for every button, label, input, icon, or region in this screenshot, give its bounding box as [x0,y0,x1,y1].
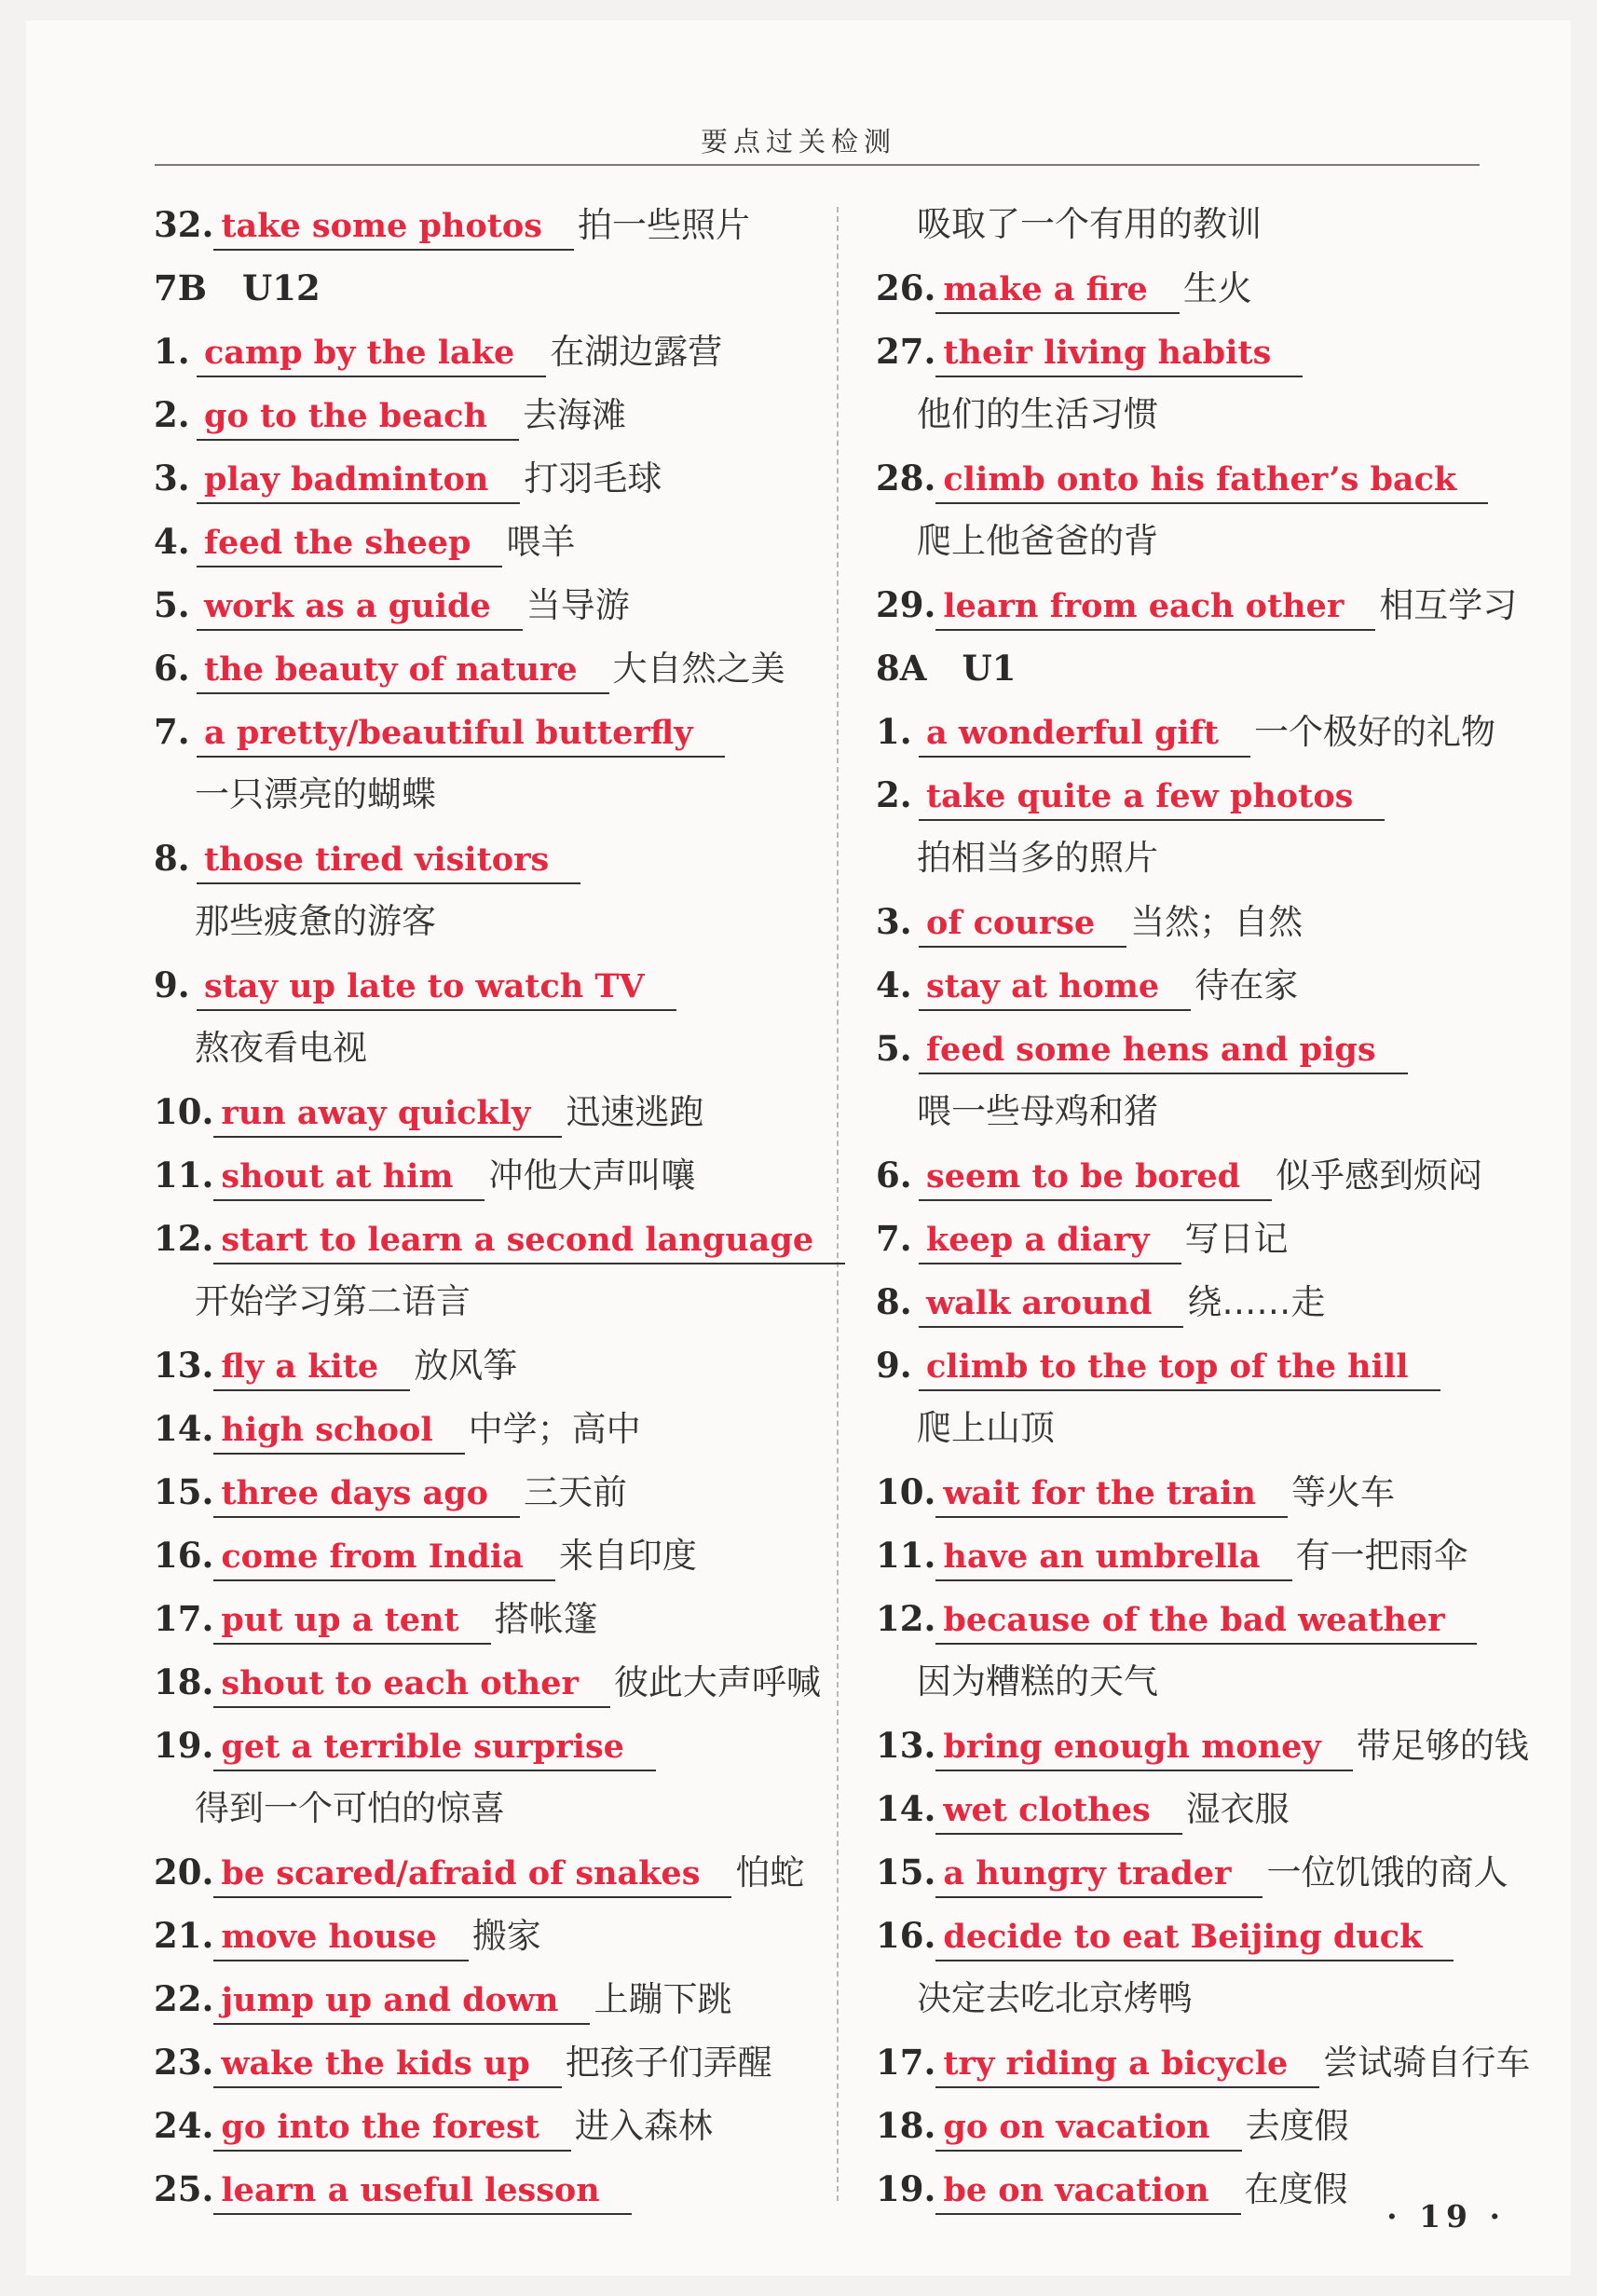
item-number: 11. [154,1155,214,1196]
phrase-item [876,1207,1528,1270]
answer-blank [919,1027,1408,1074]
phrase-item [154,636,806,700]
answer-text: shout at him [221,1157,454,1196]
item-number: 4. [154,521,190,562]
phrase-item [876,1587,1528,1650]
answer-blank [213,1977,590,2025]
chinese-translation: 尝试骑自行车 [1323,2043,1531,2083]
left-column [154,193,821,2221]
answer-text: because of the bad weather [943,1601,1445,1639]
chinese-translation: 把孩子们弄醒 [565,2043,772,2083]
item-number: 18. [154,1661,214,1702]
chinese-translation: 去海滩 [522,395,626,435]
chinese-translation: 三天前 [524,1472,628,1512]
answer-blank [919,773,1385,821]
translation-line [876,1967,1528,2030]
chinese-translation: 那些疲惫的游客 [195,901,436,941]
phrase-item [876,1524,1528,1587]
translation-line [154,763,806,827]
translation-line [876,383,1528,446]
item-number: 17. [154,1598,214,1639]
answer-text: have an umbrella [943,1538,1261,1576]
answer-text: walk around [926,1284,1153,1322]
chinese-translation: 得到一个可怕的惊喜 [195,1788,505,1828]
header-divider [155,164,1480,166]
item-number: 12. [154,1218,214,1259]
answer-blank [197,583,523,631]
answer-text: high school [221,1411,433,1449]
item-number: 6. [154,648,190,689]
answer-blank [919,1280,1183,1328]
answer-text: take quite a few photos [926,777,1354,815]
translation-line [876,510,1528,573]
answer-text: get a terrible surprise [221,1728,624,1766]
chinese-translation: 迅速逃跑 [566,1092,704,1132]
answer-blank [213,1470,520,1518]
chinese-translation: 一位饥饿的商人 [1266,1852,1508,1893]
chinese-translation: 湿衣服 [1185,1789,1290,1829]
answer-blank [919,900,1126,948]
answer-text: make a fire [943,270,1148,308]
chinese-translation: 当然；自然 [1130,902,1304,942]
answer-blank [197,457,520,504]
answer-text: keep a diary [926,1221,1150,1259]
answer-blank [213,1534,554,1581]
chinese-translation: 绕……走 [1187,1282,1326,1322]
answer-blank [919,964,1191,1011]
phrase-item [876,1017,1528,1080]
answer-blank [213,1407,464,1455]
chinese-translation: 在度假 [1244,2169,1348,2209]
item-number: 7. [154,711,190,752]
item-number: 6. [876,1155,912,1196]
answer-blank [919,1217,1181,1264]
phrase-item [154,193,806,256]
page-header-title: 要点过关检测 [700,126,896,157]
answer-blank [197,837,580,884]
answer-blank [213,1344,410,1391]
answer-text: a wonderful gift [926,714,1219,752]
chinese-translation: 他们的生活习惯 [917,394,1158,434]
answer-text: take some photos [221,207,542,245]
answer-text: try riding a bicycle [943,2044,1289,2083]
right-column [876,193,1531,2221]
answer-blank [935,330,1303,377]
column-divider [837,207,839,2201]
phrase-item [154,446,806,510]
phrase-item [154,1207,814,1270]
answer-blank [213,1914,468,1961]
item-number: 15. [876,1852,936,1893]
item-number: 17. [876,2042,936,2083]
chinese-translation: 吸取了一个有用的教训 [917,204,1262,244]
chinese-translation: 放风筝 [414,1346,518,1386]
answer-text: climb to the top of the hill [926,1347,1409,1386]
translation-line [154,1777,806,1840]
answer-text: a hungry trader [943,1854,1232,1893]
chinese-translation: 进入森林 [574,2106,713,2146]
answer-text: be scared/afraid of snakes [221,1854,701,1893]
answer-text: run away quickly [221,1094,531,1132]
chinese-translation: 相互学习 [1379,585,1518,625]
answer-text: feed the sheep [204,524,471,562]
phrase-item [876,446,1528,510]
grade-label: 7B [154,267,208,308]
chinese-translation: 待在家 [1194,965,1299,1005]
item-number: 22. [154,1978,214,2019]
answer-blank [213,1660,610,1708]
phrase-item [154,1080,806,1143]
answer-blank [213,1090,562,1138]
translation-line [876,193,1528,256]
chinese-translation: 等火车 [1290,1472,1395,1512]
answer-blank [935,1534,1291,1581]
answer-text: three days ago [221,1474,489,1512]
chinese-translation: 熬夜看电视 [195,1028,367,1068]
answer-text: go into the forest [221,2108,539,2146]
item-number: 8. [876,1281,912,1322]
phrase-item [154,700,806,763]
answer-text: wet clothes [943,1791,1151,1829]
chinese-translation: 爬上山顶 [917,1408,1055,1448]
answer-blank [935,1597,1476,1645]
answer-text: bring enough money [943,1728,1321,1766]
phrase-item [154,1143,806,1207]
item-number: 10. [154,1091,214,1132]
answer-text: put up a tent [221,1601,459,1639]
translation-line [876,1397,1528,1460]
item-number: 24. [154,2105,214,2146]
chinese-translation: 搬家 [471,1916,541,1956]
answer-text: learn from each other [943,587,1344,625]
phrase-item [876,700,1528,763]
item-number: 23. [154,2042,214,2083]
answer-blank [935,266,1179,314]
phrase-item [876,2094,1528,2157]
answer-text: fly a kite [221,1347,379,1386]
phrase-item [154,1397,806,1460]
answer-text: go to the beach [204,397,487,435]
answer-text: stay at home [926,967,1160,1005]
answer-blank [919,1154,1272,1201]
answer-blank [197,393,519,441]
phrase-item [876,1714,1528,1777]
item-number: 12. [876,1598,936,1639]
answer-blank [213,203,574,251]
phrase-item [876,953,1528,1017]
item-number: 7. [876,1218,912,1259]
phrase-item [154,827,806,890]
item-number: 1. [876,711,912,752]
chinese-translation: 一个极好的礼物 [1253,712,1495,752]
chinese-translation: 来自印度 [558,1536,697,1576]
chinese-translation: 当导游 [526,585,630,625]
item-number: 5. [154,584,190,625]
phrase-item [154,1714,806,1777]
answer-text: stay up late to watch TV [204,967,645,1005]
answer-text: come from India [221,1538,524,1576]
chinese-translation: 打羽毛球 [524,458,662,499]
item-number: 11. [876,1535,936,1576]
phrase-item [876,1333,1528,1397]
item-number: 32. [154,204,214,245]
chinese-translation: 去度假 [1245,2106,1349,2146]
answer-text: of course [926,904,1096,942]
answer-blank [935,1724,1352,1771]
unit-label: U12 [242,267,321,308]
answer-text: a pretty/beautiful butterfly [204,714,693,752]
phrase-item [876,1904,1528,1967]
answer-blank [213,2104,571,2152]
chinese-translation: 冲他大声叫嚷 [488,1155,696,1196]
phrase-item [154,1587,806,1650]
chinese-translation: 有一把雨伞 [1295,1536,1468,1576]
item-number: 9. [876,1345,912,1386]
translation-line [876,1650,1528,1714]
item-number: 1. [154,331,190,372]
answer-text: the beauty of nature [204,650,578,689]
unit-heading [876,636,1528,700]
item-number: 8. [154,838,190,879]
answer-text: learn a useful lesson [221,2171,600,2209]
item-number: 21. [154,1915,214,1956]
chinese-translation: 搭帐篷 [494,1599,598,1639]
phrase-item [154,510,806,573]
phrase-item [154,2030,806,2094]
phrase-item [876,573,1528,636]
item-number: 3. [876,901,912,942]
item-number: 16. [154,1535,214,1576]
answer-blank [935,457,1488,504]
chinese-translation: 彼此大声呼喊 [613,1662,821,1702]
phrase-item [876,890,1528,953]
item-number: 2. [876,774,912,815]
phrase-item [154,320,806,383]
answer-blank [935,1787,1181,1835]
answer-text: shout to each other [221,1664,579,1702]
item-number: 26. [876,267,936,308]
phrase-item [876,1143,1528,1207]
item-number: 16. [876,1915,936,1956]
item-number: 20. [154,1852,214,1893]
page-number: · 19 · [1386,2198,1506,2234]
chinese-translation: 因为糟糕的天气 [917,1661,1158,1702]
chinese-translation: 怕蛇 [735,1852,805,1893]
chinese-translation: 决定去吃北京烤鸭 [917,1978,1193,2018]
answer-blank [919,1344,1440,1391]
item-number: 13. [876,1725,936,1766]
chinese-translation: 写日记 [1184,1219,1289,1259]
item-number: 3. [154,458,190,499]
worksheet-page [26,20,1571,2276]
item-number: 10. [876,1471,936,1512]
answer-text: play badminton [204,460,489,499]
phrase-item [154,1333,806,1397]
answer-blank [935,2167,1240,2215]
answer-blank [213,1597,490,1645]
item-number: 5. [876,1028,912,1069]
translation-line [876,1080,1528,1143]
chinese-translation: 带足够的钱 [1356,1726,1529,1766]
phrase-item [154,1524,806,1587]
item-number: 27. [876,331,936,372]
phrase-item [876,1270,1528,1333]
chinese-translation: 喂一些母鸡和猪 [917,1091,1158,1131]
item-number: 15. [154,1471,214,1512]
chinese-translation: 似乎感到烦闷 [1276,1155,1483,1196]
answer-text: their living habits [943,334,1272,372]
answer-blank [935,2041,1319,2088]
answer-text: go on vacation [943,2108,1210,2146]
translation-line [154,890,806,953]
phrase-item [876,1777,1528,1840]
answer-blank [213,1217,845,1264]
answer-text: wait for the train [943,1474,1256,1512]
item-number: 19. [154,1725,214,1766]
chinese-translation: 爬上他爸爸的背 [917,521,1158,561]
answer-blank [935,2104,1241,2152]
chinese-translation: 拍一些照片 [577,205,750,245]
item-number: 13. [154,1345,214,1386]
answer-blank [213,1154,485,1201]
answer-text: move house [221,1918,437,1956]
phrase-item [876,256,1528,320]
phrase-item [154,2094,806,2157]
translation-line [154,1270,806,1333]
phrase-item [876,320,1528,383]
answer-blank [935,1914,1454,1961]
answer-text: jump up and down [221,1981,559,2019]
answer-text: those tired visitors [204,840,550,879]
chinese-translation: 上蹦下跳 [594,1979,732,2019]
item-number: 29. [876,584,936,625]
phrase-item [154,1967,806,2030]
answer-blank [919,710,1250,758]
phrase-item [154,1650,821,1714]
item-number: 4. [876,964,912,1005]
answer-text: be on vacation [943,2171,1209,2209]
phrase-item [876,1840,1528,1904]
answer-blank [197,964,676,1011]
chinese-translation: 拍相当多的照片 [917,838,1158,878]
phrase-item [154,1904,806,1967]
translation-line [876,827,1528,890]
phrase-item [876,763,1528,827]
phrase-item [876,2030,1531,2094]
phrase-item [154,1840,806,1904]
answer-blank [935,1470,1288,1518]
answer-blank [213,1851,731,1898]
item-number: 28. [876,458,936,499]
answer-text: decide to eat Beijing duck [943,1918,1423,1956]
answer-blank [935,583,1375,631]
answer-blank [213,1724,656,1771]
item-number: 25. [154,2168,214,2209]
answer-text: work as a guide [204,587,491,625]
unit-label: U1 [962,648,1017,689]
chinese-translation: 在湖边露营 [550,332,723,372]
phrase-item [876,1460,1528,1524]
chinese-translation: 喂羊 [506,522,576,562]
chinese-translation: 大自然之美 [612,649,785,689]
answer-text: feed some hens and pigs [926,1031,1376,1069]
answer-blank [213,2167,631,2215]
item-number: 9. [154,964,190,1005]
answer-text: climb onto his father’s back [943,460,1457,499]
answer-text: wake the kids up [221,2044,530,2083]
answer-blank [197,520,502,567]
chinese-translation: 一只漂亮的蝴蝶 [195,774,436,814]
answer-blank [935,1851,1263,1898]
unit-heading [154,256,806,320]
chinese-translation: 生火 [1182,268,1252,308]
answer-text: seem to be bored [926,1157,1241,1196]
phrase-item [154,953,806,1017]
answer-blank [197,710,725,758]
item-number: 19. [876,2168,936,2209]
grade-label: 8A [876,648,927,689]
chinese-translation: 开始学习第二语言 [195,1281,471,1321]
item-number: 2. [154,394,190,435]
answer-text: start to learn a second language [221,1221,814,1259]
phrase-item [154,2157,806,2221]
answer-blank [213,2041,561,2088]
answer-blank [197,647,609,694]
phrase-item [154,573,806,636]
item-number: 18. [876,2105,936,2146]
answer-blank [197,330,546,377]
item-number: 14. [154,1408,214,1449]
chinese-translation: 中学；高中 [468,1409,641,1449]
translation-line [154,1017,806,1080]
answer-text: camp by the lake [204,334,515,372]
phrase-item [154,383,806,446]
item-number: 14. [876,1788,936,1829]
phrase-item [154,1460,806,1524]
